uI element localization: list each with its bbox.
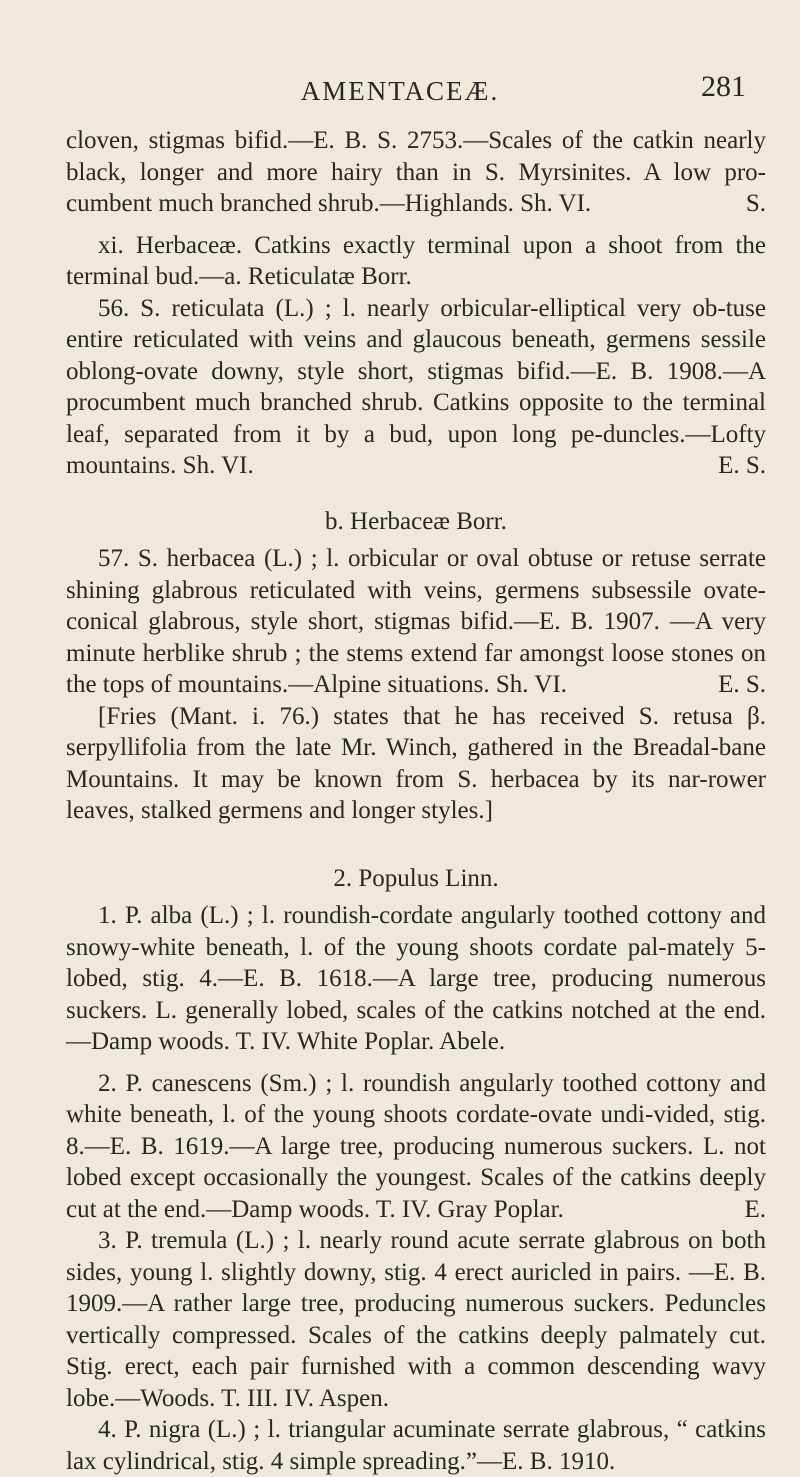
paragraph-populus-nigra: 4. P. nigra (L.) ; l. triangular acuminate serrate glabrous, “ catkins lax cylindrical, stig. 4 simple spreading.”—E. B. 1910. bbox=[66, 1416, 766, 1475]
paragraph-populus-canescens: 2. P. canescens (Sm.) ; l. roundish angularly toothed cottony and white beneath, l. of the young shoots cordate-ovate undi-vided, stig. 8.—E. B. 1619.—A large tree, producing numerous suckers. L. not lobed except occasionally the youngest. Scales of the catkins deeply cut at the end.—Damp woods. T. IV. Gray Poplar. E. bbox=[66, 1068, 766, 1226]
running-head bbox=[40, 70, 760, 112]
paragraph-populus-tremula: 3. P. tremula (L.) ; l. nearly round acute serrate glabrous on both sides, young l. slightly downy, stig. 4 erect auricled in pairs. —E. B. 1909.—A rather large tree, producing numerous suckers. Peduncles vertically compressed. Scales of the catkins deeply palmately cut. Stig. erect, each pair furnished with a common descending wavy lobe.—Woods. T. III. IV. Aspen. bbox=[66, 1227, 766, 1412]
authority-mark: E. S. bbox=[718, 671, 766, 698]
authority-mark: S. bbox=[745, 190, 766, 217]
section-heading-herbaceae: b. Herbaceæ Borr. bbox=[325, 507, 507, 535]
running-title: AMENTACEÆ. bbox=[300, 76, 500, 106]
genus-heading-populus: 2. Populus Linn. bbox=[333, 864, 499, 892]
page-number: 281 bbox=[701, 70, 746, 103]
paragraph-populus-alba: 1. P. alba (L.) ; l. roundish-cordate angularly toothed cottony and snowy-white beneath, l. of the young shoots cordate pal-mately 5-lobed, stig. 4.—E. B. 1618.—A large tree, producing numerous suckers. L. generally lobed, scales of the catkins notched at the end.—Damp woods. T. IV. White Poplar. Abele. bbox=[66, 902, 766, 1055]
authority-mark: E. S. bbox=[718, 452, 766, 479]
body-text bbox=[66, 125, 766, 1477]
paragraph-fries-note: [Fries (Mant. i. 76.) states that he has received S. retusa β. serpyllifolia from the late Mr. Winch, gathered in the Breadal-bane Mountains. It may be known from S. herbacea by its nar-rower leaves, stalked germens and longer styles.] bbox=[66, 702, 766, 824]
paragraph-salix-reticulata: 56. S. reticulata (L.) ; l. nearly orbicular-elliptical very ob-tuse entire reticulated with veins and glaucous beneath, germens sessile oblong-ovate downy, style short, stigmas bifid.—E. B. 1908.—A procumbent much branched shrub. Catkins opposite to the terminal leaf, separated from it by a bud, upon long pe-duncles.—Lofty mountains. Sh. VI. E. S. bbox=[66, 293, 766, 482]
authority-mark: E. bbox=[744, 1195, 766, 1223]
paragraph-salix-herbacea: 57. S. herbacea (L.) ; l. orbicular or oval obtuse or retuse serrate shining glabrous reticulated with veins, germens subsessile ovate-conical glabrous, style short, stigmas bifid.—E. B. 1907. —A very minute herblike shrub ; the stems extend far amongst loose stones on the tops of mountains.—Alpine situations. Sh. VI. E. S. bbox=[66, 543, 766, 701]
paragraph-herbaceae-intro: xi. Herbaceæ. Catkins exactly terminal upon a shoot from the terminal bud.—a. Reticulatæ Borr. bbox=[66, 231, 766, 290]
paragraph-salix-continuation: cloven, stigmas bifid.—E. B. S. 2753.—Scales of the catkin nearly black, longer and more hairy than in S. Myrsinites. A low pro-cumbent much branched shrub.—Highlands. Sh. VI. S. bbox=[66, 125, 766, 220]
